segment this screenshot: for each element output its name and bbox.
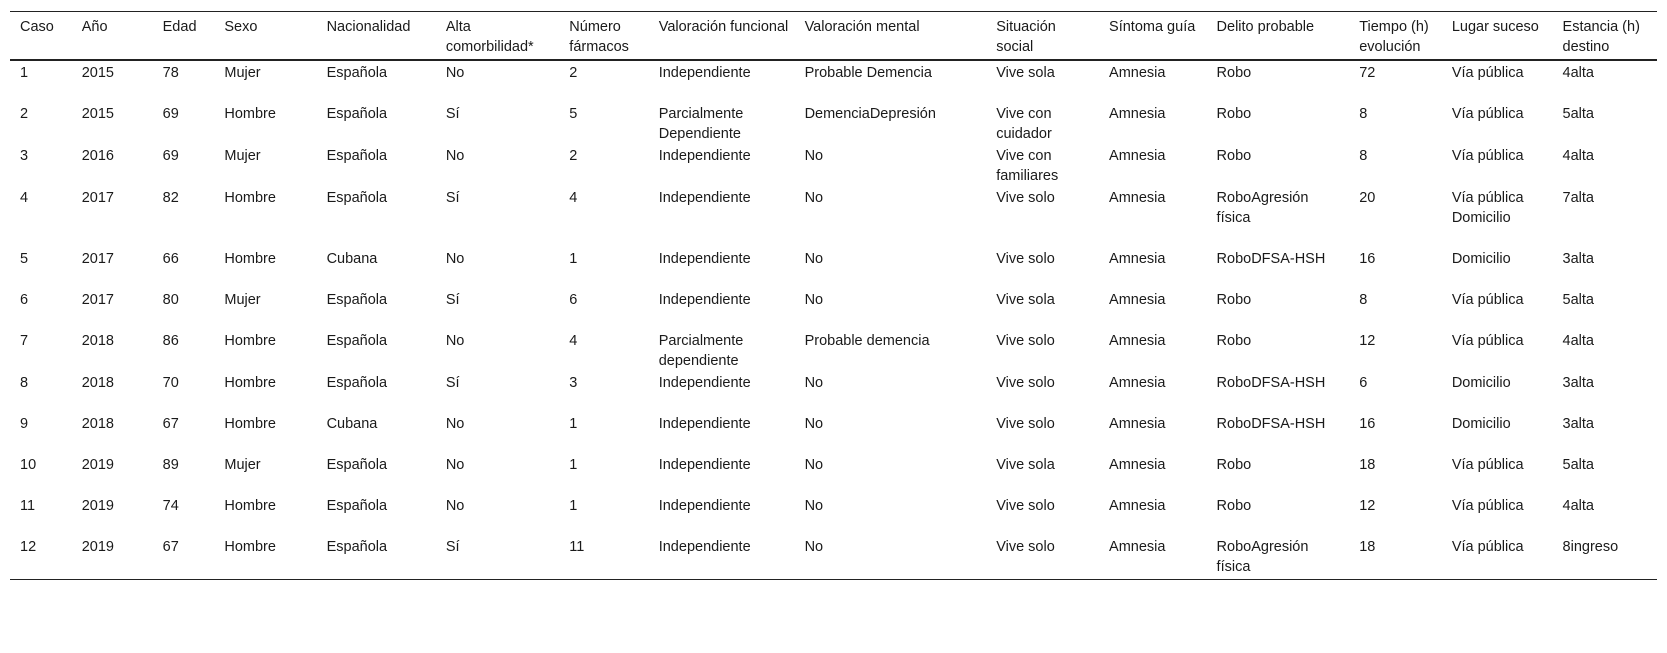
cell-val-mental: No <box>804 251 824 267</box>
cell-val-mental: No <box>795 535 987 580</box>
cell-sexo: Mujer <box>224 457 261 473</box>
cell-edad: 67 <box>162 416 179 432</box>
cell-anio: 2019 <box>72 535 153 580</box>
cell-nacionalidad: Española <box>326 457 388 473</box>
cell-estancia: 3alta <box>1562 416 1594 432</box>
cell-tiempo: 72 <box>1359 65 1376 81</box>
cell-caso: 1 <box>20 65 29 81</box>
cell-sintoma: Amnesia <box>1109 190 1166 206</box>
cell-delito: RoboDFSA-HSH <box>1216 416 1326 432</box>
cell-comorbilidad: No <box>445 251 465 267</box>
header-nacionalidad: Nacionalidad <box>317 12 436 61</box>
cell-farmacos: 1 <box>569 457 578 473</box>
cell-val-mental: No <box>804 416 824 432</box>
cell-caso: 8 <box>20 375 29 391</box>
cell-caso: 3 <box>20 148 29 164</box>
cell-val-funcional: Parcialmente Dependiente <box>658 106 744 142</box>
header-tiempo-evolucion: Tiempo (h) evolución <box>1349 12 1442 61</box>
cell-caso: 2 <box>20 106 29 122</box>
cell-lugar: Vía pública <box>1451 106 1524 122</box>
cell-val-mental: No <box>804 375 824 391</box>
cell-edad: 69 <box>162 106 179 122</box>
cell-farmacos: 1 <box>569 498 578 514</box>
cell-situacion: Vive solo <box>996 190 1055 206</box>
table-row <box>10 247 1657 288</box>
cell-lugar: Vía pública <box>1451 292 1524 308</box>
cell-situacion: Vive solo <box>996 498 1055 514</box>
cases-table <box>10 11 1657 580</box>
header-sexo: Sexo <box>214 12 316 61</box>
cell-situacion: Vive con cuidador <box>996 106 1052 142</box>
cell-val-funcional: Independiente <box>658 190 751 206</box>
cell-sexo: Hombre <box>224 375 276 391</box>
table-row <box>10 412 1657 453</box>
cell-caso: 9 <box>20 416 29 432</box>
cell-val-funcional: Independiente <box>658 251 751 267</box>
cell-anio: 2018 <box>81 375 114 391</box>
cell-val-funcional: Independiente <box>658 65 751 81</box>
cell-edad: 78 <box>162 65 179 81</box>
cell-estancia: 8ingreso <box>1553 535 1657 580</box>
table-row <box>10 371 1657 412</box>
cell-delito: Robo <box>1216 333 1252 349</box>
cell-caso: 7 <box>20 333 29 349</box>
cell-nacionalidad: Cubana <box>326 416 378 432</box>
cell-tiempo: 12 <box>1359 498 1376 514</box>
cell-lugar: Domicilio <box>1451 251 1511 267</box>
cell-anio: 2017 <box>81 190 114 206</box>
cell-val-funcional: Independiente <box>658 416 751 432</box>
cell-sintoma: Amnesia <box>1109 65 1166 81</box>
cell-tiempo: 18 <box>1349 535 1442 580</box>
cell-nacionalidad: Española <box>326 498 388 514</box>
table-row <box>10 535 1657 580</box>
cell-comorbilidad: No <box>445 65 465 81</box>
cell-sintoma: Amnesia <box>1109 106 1166 122</box>
cell-delito: Robo <box>1216 65 1252 81</box>
cell-val-mental: No <box>804 498 824 514</box>
header-row <box>10 12 1657 61</box>
cell-sexo: Mujer <box>224 65 261 81</box>
cell-comorbilidad: Sí <box>445 292 460 308</box>
cell-nacionalidad: Española <box>326 292 388 308</box>
cell-sintoma: Amnesia <box>1109 333 1166 349</box>
cell-estancia: 4alta <box>1562 65 1594 81</box>
cell-delito: Robo <box>1216 457 1252 473</box>
cell-sintoma: Amnesia <box>1109 375 1166 391</box>
table-row <box>10 144 1657 186</box>
cell-nacionalidad: Española <box>326 148 388 164</box>
cell-comorbilidad: Sí <box>445 190 460 206</box>
cell-situacion: Vive solo <box>996 251 1055 267</box>
cell-tiempo: 8 <box>1359 148 1368 164</box>
cell-nacionalidad: Cubana <box>326 251 378 267</box>
cell-caso: 11 <box>20 498 36 514</box>
cell-comorbilidad: No <box>445 457 465 473</box>
cell-val-funcional: Independiente <box>649 535 795 580</box>
cell-sexo: Hombre <box>224 498 276 514</box>
table-row <box>10 494 1657 535</box>
cell-delito: Robo <box>1216 498 1252 514</box>
cell-delito: RoboAgresión física <box>1207 535 1350 580</box>
cell-farmacos: 2 <box>569 148 578 164</box>
cell-val-mental: DemenciaDepresión <box>804 106 936 122</box>
header-comorbilidad: Alta comorbilidad* <box>436 12 559 61</box>
cell-edad: 82 <box>162 190 179 206</box>
cell-val-funcional: Independiente <box>658 457 751 473</box>
cell-tiempo: 18 <box>1359 457 1376 473</box>
cell-situacion: Vive sola <box>996 292 1055 308</box>
cell-edad: 66 <box>162 251 179 267</box>
cell-edad: 69 <box>162 148 179 164</box>
cell-val-funcional: Parcialmente dependiente <box>658 333 744 369</box>
cell-estancia: 5alta <box>1562 106 1594 122</box>
cell-val-mental: No <box>804 190 824 206</box>
cell-edad: 86 <box>162 333 179 349</box>
cell-nacionalidad: Española <box>326 65 388 81</box>
table-row <box>10 329 1657 371</box>
header-lugar-suceso: Lugar suceso <box>1442 12 1553 61</box>
cell-comorbilidad: Sí <box>445 106 460 122</box>
cell-sexo: Hombre <box>224 416 276 432</box>
cell-estancia: 4alta <box>1562 148 1594 164</box>
header-edad: Edad <box>153 12 215 61</box>
header-situacion-social: Situación social <box>986 12 1099 61</box>
cell-tiempo: 16 <box>1359 251 1376 267</box>
cell-estancia: 3alta <box>1562 375 1594 391</box>
cell-caso: 10 <box>20 457 37 473</box>
cell-anio: 2017 <box>81 292 114 308</box>
cell-estancia: 5alta <box>1562 457 1594 473</box>
cell-situacion: Vive solo <box>996 416 1055 432</box>
cell-lugar: Vía pública <box>1451 65 1524 81</box>
cell-edad: 89 <box>162 457 179 473</box>
cell-nacionalidad: Española <box>326 375 388 391</box>
cell-sintoma: Amnesia <box>1109 148 1166 164</box>
cell-estancia: 5alta <box>1562 292 1594 308</box>
cell-farmacos: 6 <box>569 292 578 308</box>
cell-tiempo: 6 <box>1359 375 1368 391</box>
cell-comorbilidad: No <box>445 498 465 514</box>
cell-farmacos: 2 <box>569 65 578 81</box>
cell-sexo: Mujer <box>224 292 261 308</box>
cell-farmacos: 1 <box>569 251 578 267</box>
cell-nacionalidad: Española <box>326 106 388 122</box>
table-row <box>10 288 1657 329</box>
cell-delito: Robo <box>1216 106 1252 122</box>
header-caso: Caso <box>10 12 72 61</box>
table-header <box>10 12 1657 61</box>
header-farmacos: Número fármacos <box>559 12 648 61</box>
cell-val-mental: No <box>804 148 824 164</box>
cell-nacionalidad: Española <box>326 190 388 206</box>
cell-comorbilidad: Sí <box>436 535 559 580</box>
cell-situacion: Vive sola <box>996 457 1055 473</box>
table-row <box>10 102 1657 144</box>
cell-lugar: Vía pública Domicilio <box>1451 190 1524 226</box>
cell-sexo: Hombre <box>224 251 276 267</box>
cell-val-mental: Probable Demencia <box>804 65 932 81</box>
cell-sexo: Hombre <box>224 333 276 349</box>
cell-tiempo: 8 <box>1359 106 1368 122</box>
cell-caso: 6 <box>20 292 29 308</box>
cell-farmacos: 1 <box>569 416 578 432</box>
cell-farmacos: 3 <box>569 375 578 391</box>
cell-anio: 2017 <box>81 251 114 267</box>
table-row <box>10 186 1657 247</box>
cell-comorbilidad: No <box>445 148 465 164</box>
cell-edad: 67 <box>153 535 215 580</box>
cell-comorbilidad: Sí <box>445 375 460 391</box>
cell-situacion: Vive solo <box>996 333 1055 349</box>
cell-delito: Robo <box>1216 292 1252 308</box>
cell-edad: 80 <box>162 292 179 308</box>
cell-lugar: Domicilio <box>1451 416 1511 432</box>
cell-caso: 12 <box>10 535 72 580</box>
cell-tiempo: 20 <box>1359 190 1376 206</box>
cell-delito: RoboDFSA-HSH <box>1216 251 1326 267</box>
cell-anio: 2019 <box>81 457 114 473</box>
cell-sexo: Mujer <box>224 148 261 164</box>
cell-situacion: Vive solo <box>986 535 1099 580</box>
header-estancia-destino: Estancia (h) destino <box>1553 12 1657 61</box>
cell-farmacos: 5 <box>569 106 578 122</box>
cell-situacion: Vive solo <box>996 375 1055 391</box>
cell-comorbilidad: No <box>445 416 465 432</box>
table-row <box>10 453 1657 494</box>
cell-situacion: Vive con familiares <box>996 148 1059 184</box>
cell-delito: RoboAgresión física <box>1216 190 1309 226</box>
cell-estancia: 4alta <box>1562 333 1594 349</box>
cell-sexo: Hombre <box>214 535 316 580</box>
header-valoracion-funcional: Valoración funcional <box>649 12 795 61</box>
cell-sintoma: Amnesia <box>1109 416 1166 432</box>
header-valoracion-mental: Valoración mental <box>795 12 987 61</box>
cell-sintoma: Amnesia <box>1109 292 1166 308</box>
cell-tiempo: 12 <box>1359 333 1376 349</box>
header-anio: Año <box>72 12 153 61</box>
table-container <box>10 11 1657 580</box>
cell-nacionalidad: Española <box>326 333 388 349</box>
cell-edad: 74 <box>162 498 179 514</box>
cell-anio: 2018 <box>81 416 114 432</box>
cell-situacion: Vive sola <box>996 65 1055 81</box>
cell-edad: 70 <box>162 375 179 391</box>
cell-anio: 2015 <box>81 106 114 122</box>
cell-val-mental: Probable demencia <box>804 333 930 349</box>
cell-lugar: Vía pública <box>1451 498 1524 514</box>
cell-val-mental: No <box>804 457 824 473</box>
cell-anio: 2015 <box>81 65 114 81</box>
cell-val-mental: No <box>804 292 824 308</box>
cell-estancia: 3alta <box>1562 251 1594 267</box>
cell-estancia: 7alta <box>1562 190 1594 206</box>
cell-val-funcional: Independiente <box>658 498 751 514</box>
cell-sintoma: Amnesia <box>1109 457 1166 473</box>
cell-val-funcional: Independiente <box>658 375 751 391</box>
cell-sexo: Hombre <box>224 106 276 122</box>
cell-farmacos: 11 <box>559 535 648 580</box>
header-sintoma-guia: Síntoma guía <box>1099 12 1207 61</box>
cell-lugar: Vía pública <box>1451 457 1524 473</box>
cell-sintoma: Amnesia <box>1109 251 1166 267</box>
cell-val-funcional: Independiente <box>658 148 751 164</box>
table-body <box>10 60 1657 580</box>
cell-delito: Robo <box>1216 148 1252 164</box>
cell-val-funcional: Independiente <box>658 292 751 308</box>
cell-tiempo: 8 <box>1359 292 1368 308</box>
cell-lugar: Vía pública <box>1451 333 1524 349</box>
header-delito-probable: Delito probable <box>1207 12 1350 61</box>
cell-lugar: Domicilio <box>1451 375 1511 391</box>
cell-nacionalidad: Española <box>317 535 436 580</box>
cell-farmacos: 4 <box>569 333 578 349</box>
table-row <box>10 60 1657 102</box>
cell-lugar: Vía pública <box>1451 148 1524 164</box>
cell-farmacos: 4 <box>569 190 578 206</box>
cell-lugar: Vía pública <box>1442 535 1553 580</box>
cell-delito: RoboDFSA-HSH <box>1216 375 1326 391</box>
cell-tiempo: 16 <box>1359 416 1376 432</box>
cell-caso: 5 <box>20 251 29 267</box>
cell-sintoma: Amnesia <box>1099 535 1207 580</box>
cell-comorbilidad: No <box>445 333 465 349</box>
cell-anio: 2018 <box>81 333 114 349</box>
cell-sexo: Hombre <box>224 190 276 206</box>
cell-anio: 2016 <box>81 148 114 164</box>
cell-caso: 4 <box>20 190 29 206</box>
cell-anio: 2019 <box>81 498 114 514</box>
cell-estancia: 4alta <box>1562 498 1594 514</box>
cell-sintoma: Amnesia <box>1109 498 1166 514</box>
